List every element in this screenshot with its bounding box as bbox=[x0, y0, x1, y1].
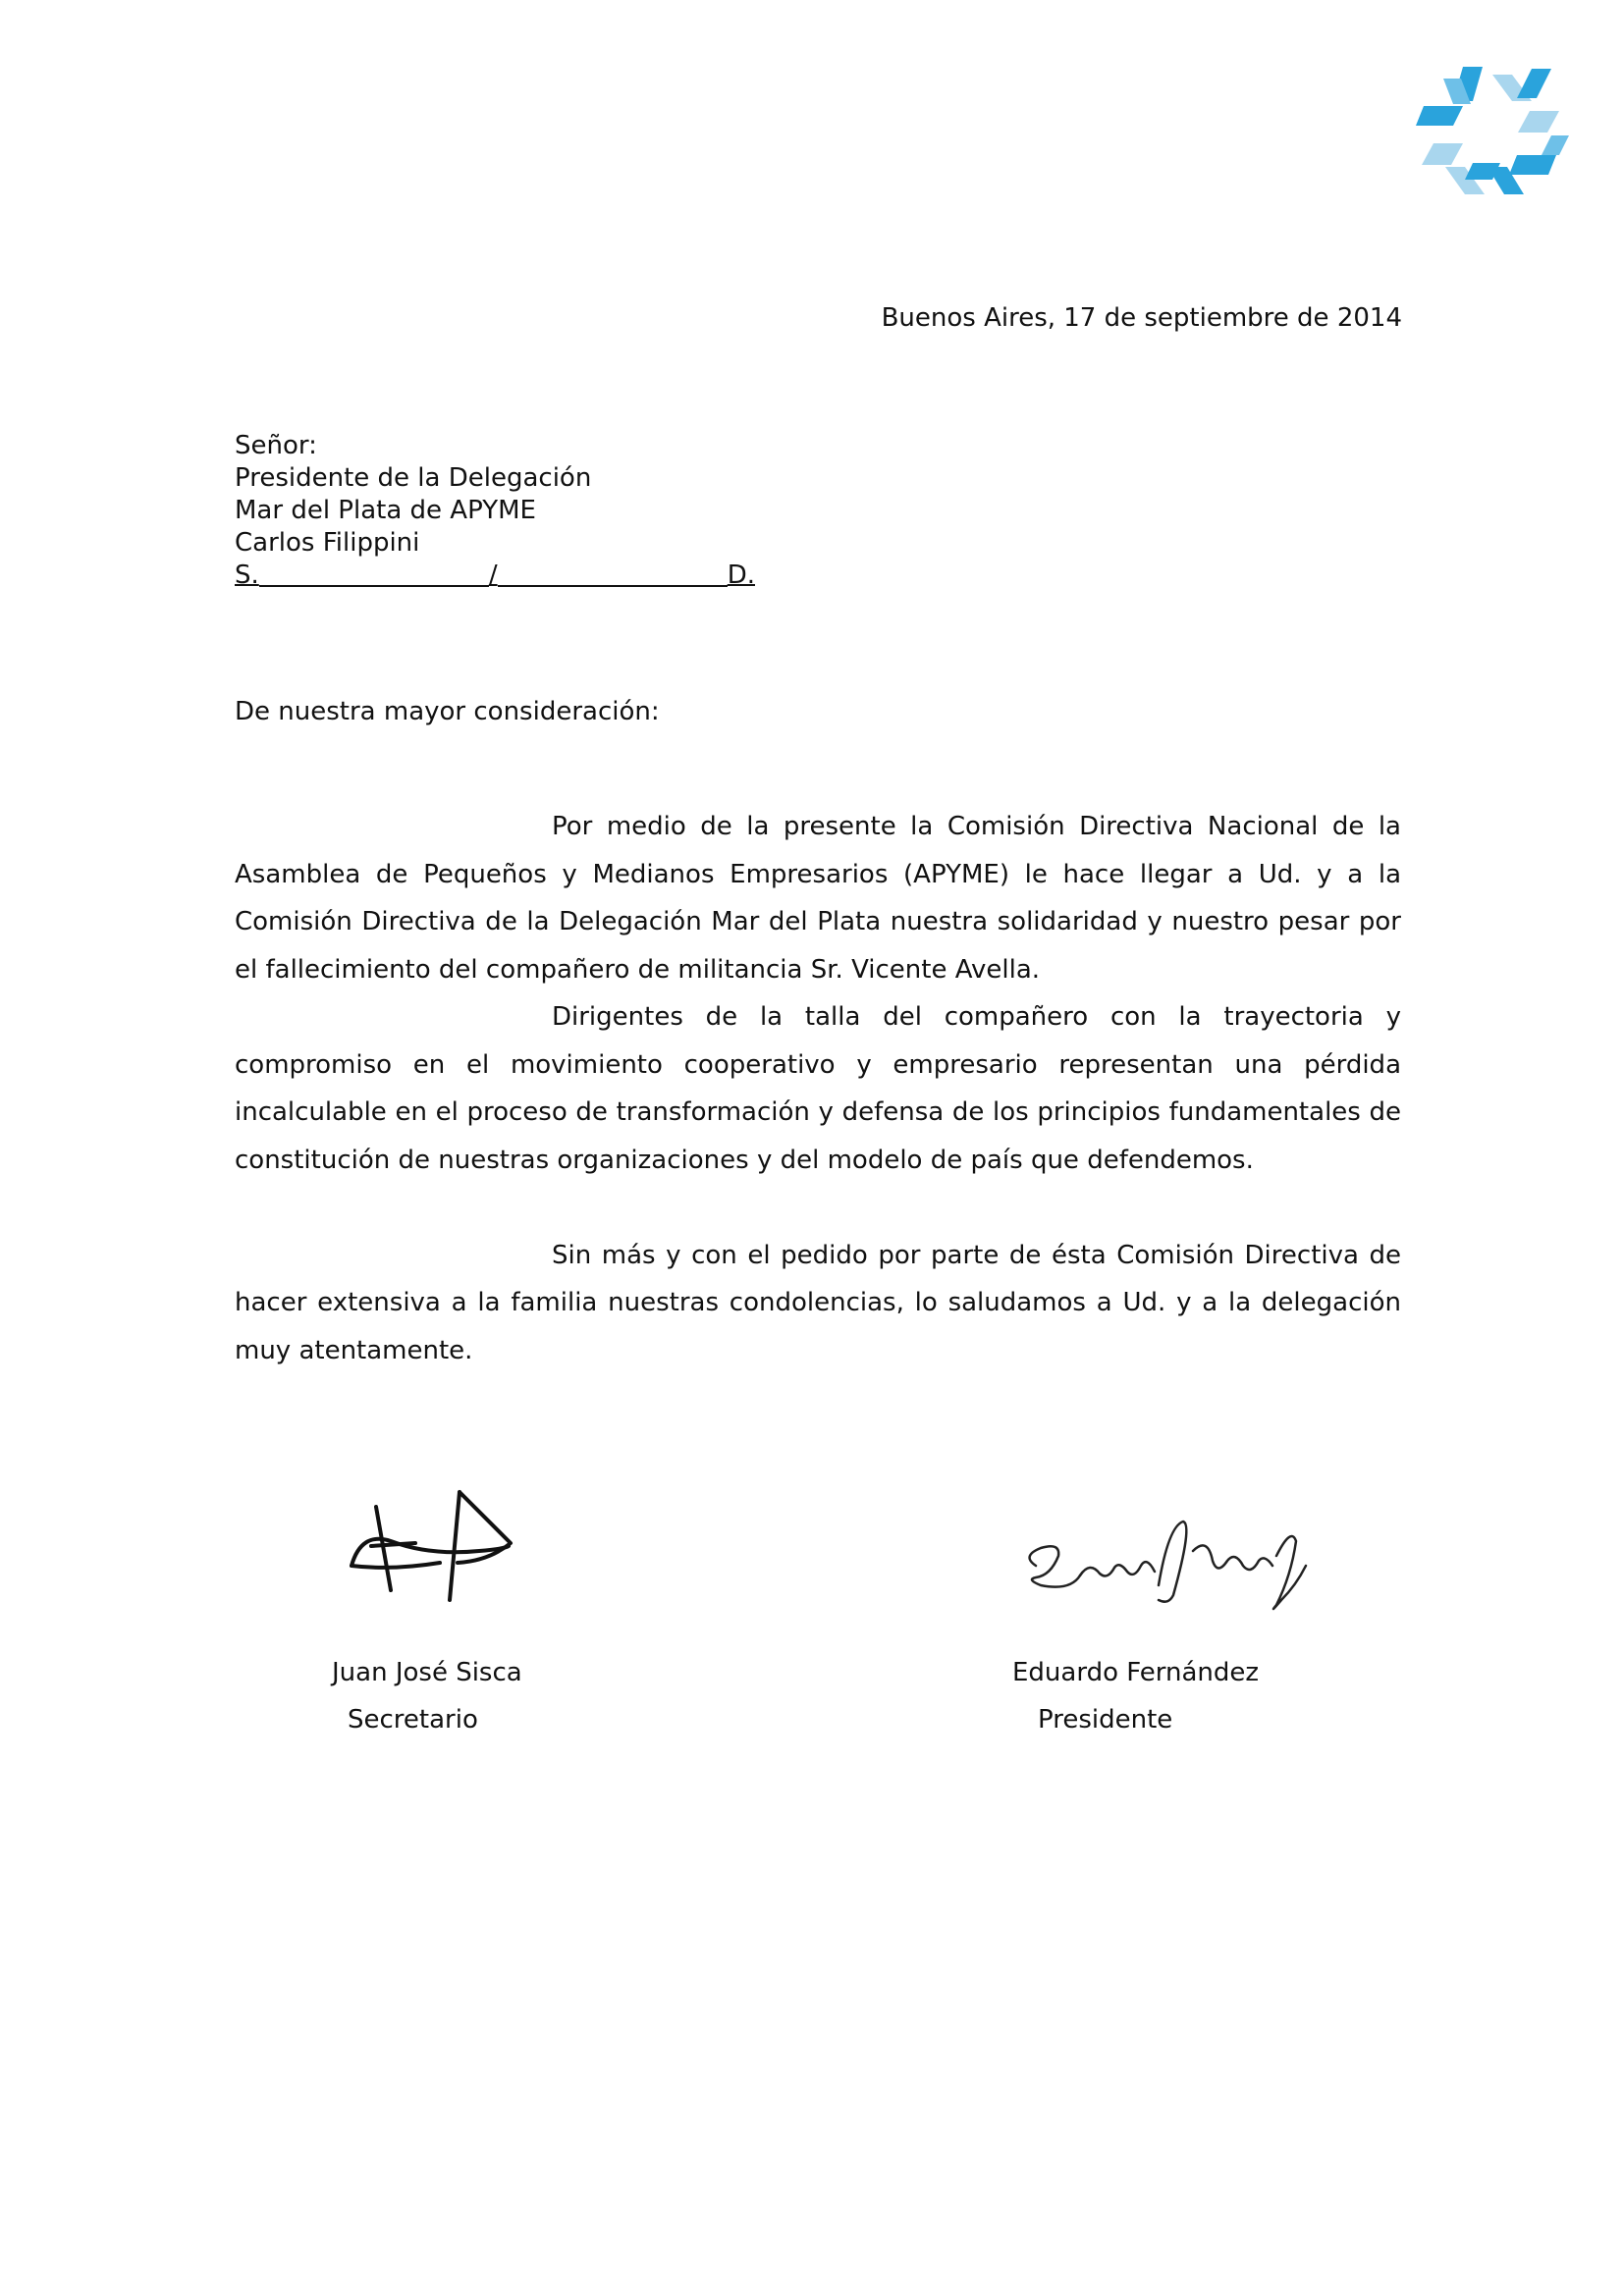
signature-secretario bbox=[332, 1472, 538, 1620]
signatory-right-role: Presidente bbox=[1038, 1705, 1173, 1735]
apyme-logo bbox=[1414, 57, 1571, 199]
paragraph-3: Sin más y con el pedido por parte de ésta Comisión Directiva de hacer extensiva a la familia nuestras condolencias, lo saludamos a Ud. y a la delegación muy atentamente. bbox=[235, 1240, 1401, 1365]
recipient-name: Carlos Filippini bbox=[235, 528, 420, 558]
recipient-title: Presidente de la Delegación bbox=[235, 463, 592, 493]
greeting: De nuestra mayor consideración: bbox=[235, 697, 660, 726]
sd-fill-1 bbox=[259, 560, 489, 587]
recipient-delegation: Mar del Plata de APYME bbox=[235, 496, 536, 525]
signatory-left-name: Juan José Sisca bbox=[332, 1658, 522, 1687]
sd-slash: / bbox=[488, 561, 498, 590]
signatory-right-name: Eduardo Fernández bbox=[1012, 1658, 1260, 1687]
sd-s: S. bbox=[235, 561, 259, 590]
su-despacho-line bbox=[235, 560, 755, 592]
sd-fill-2 bbox=[498, 560, 728, 587]
recipient-block bbox=[235, 430, 755, 592]
recipient-salutation: Señor: bbox=[235, 431, 317, 460]
sd-d: D. bbox=[727, 561, 755, 590]
paragraph-2: Dirigentes de la talla del compañero con la trayectoria y compromiso en el movimiento cooperativo y empresario representan una pérdida incalculable en el proceso de transformación y defensa de los principios fundamentales de constitución de nuestras organizaciones y del modelo de país que defendemos. bbox=[235, 1002, 1401, 1175]
paragraph-1: Por medio de la presente la Comisión Directiva Nacional de la Asamblea de Pequeños y Medianos Empresarios (APYME) le hace llegar a Ud. y a la Comisión Directiva de la Delegación Mar del Plata nuestra solidaridad y nuestro pesar por el fallecimiento del compañero de militancia Sr. Vicente Avella. bbox=[235, 812, 1401, 985]
signatory-left-role: Secretario bbox=[348, 1705, 478, 1735]
letter-body bbox=[235, 803, 1401, 1374]
signature-presidente bbox=[1011, 1507, 1335, 1625]
date-line: Buenos Aires, 17 de septiembre de 2014 bbox=[881, 303, 1402, 333]
